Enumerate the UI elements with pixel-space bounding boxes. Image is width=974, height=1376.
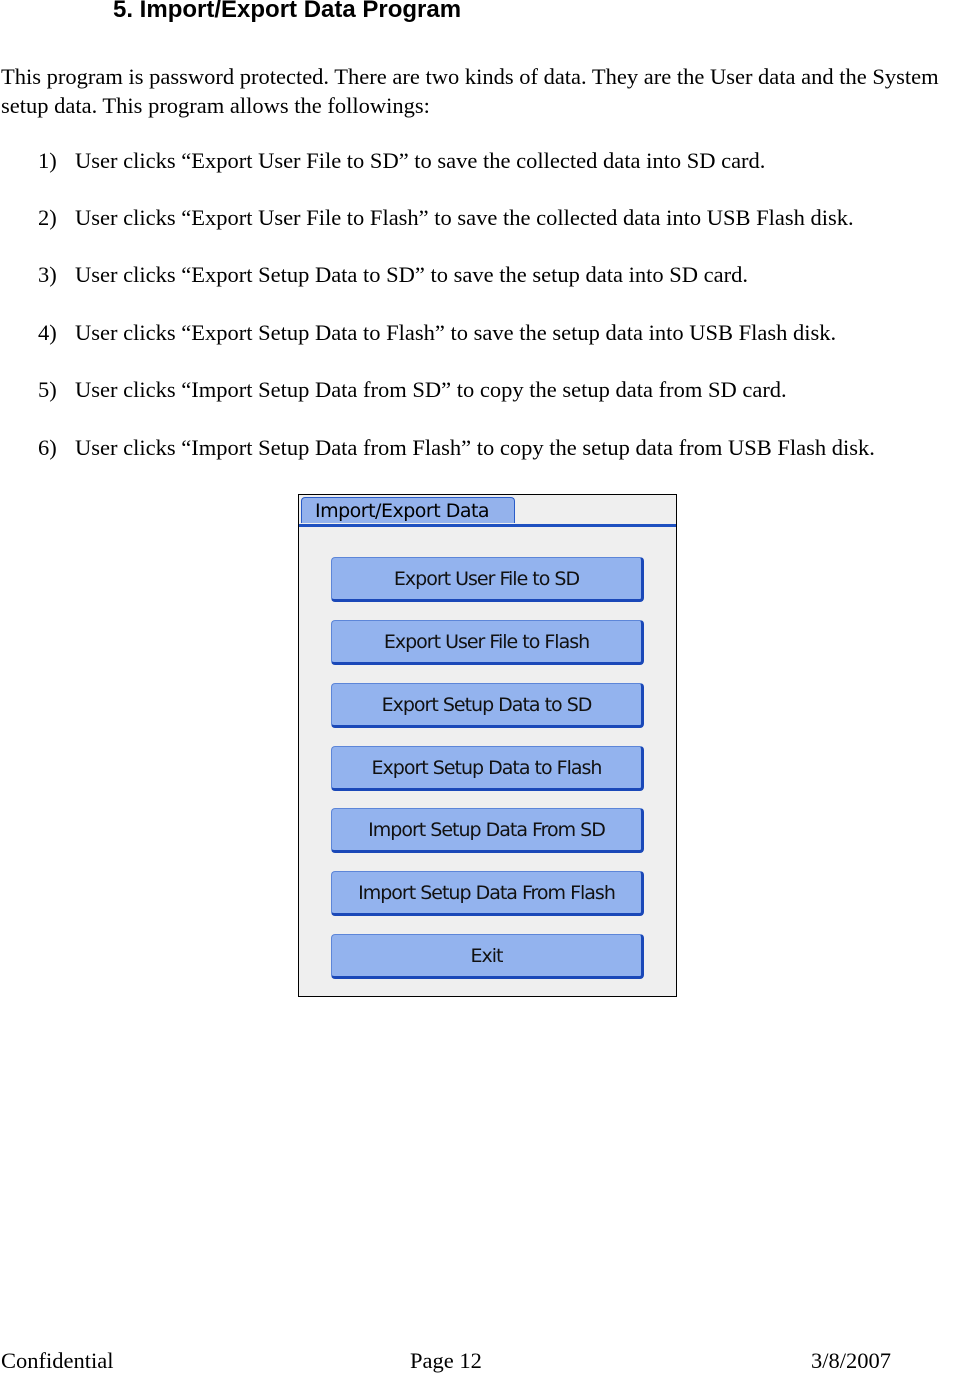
list-item xyxy=(38,377,787,403)
footer-confidential: Confidential xyxy=(1,1348,114,1373)
item-number: 1) xyxy=(38,148,57,173)
list-item xyxy=(38,148,765,174)
tab-import-export-data[interactable]: Import/Export Data xyxy=(301,497,515,523)
exit-button[interactable]: Exit xyxy=(331,934,644,979)
item-text: User clicks “Export Setup Data to Flash” to save the setup data into USB Flash disk. xyxy=(75,320,837,345)
tab-divider xyxy=(299,524,676,527)
import-export-panel xyxy=(298,494,677,997)
list-item xyxy=(38,320,836,346)
export-setup-data-flash-button[interactable]: Export Setup Data to Flash xyxy=(331,746,644,791)
item-text: User clicks “Export User File to Flash” to save the collected data into USB Flash disk. xyxy=(75,205,854,230)
item-number: 2) xyxy=(38,205,57,230)
item-text: User clicks “Import Setup Data from SD” to copy the setup data from SD card. xyxy=(75,377,787,402)
export-user-file-sd-button[interactable]: Export User File to SD xyxy=(331,557,644,602)
item-number: 6) xyxy=(38,435,57,460)
footer-page-number: Page 12 xyxy=(410,1348,482,1373)
export-user-file-flash-button[interactable]: Export User File to Flash xyxy=(331,620,644,665)
item-number: 3) xyxy=(38,262,57,287)
footer-date: 3/8/2007 xyxy=(811,1348,892,1373)
import-setup-data-sd-button[interactable]: Import Setup Data From SD xyxy=(331,808,644,853)
list-item xyxy=(38,205,854,231)
intro-paragraph: This program is password protected. There are two kinds of data. They are the User data and the System setup data. This program allows the followings: xyxy=(1,64,939,118)
export-setup-data-sd-button[interactable]: Export Setup Data to SD xyxy=(331,683,644,728)
item-text: User clicks “Export User File to SD” to save the collected data into SD card. xyxy=(75,148,766,173)
list-item xyxy=(38,262,748,288)
item-text: User clicks “Export Setup Data to SD” to save the setup data into SD card. xyxy=(75,262,748,287)
item-number: 4) xyxy=(38,320,57,345)
section-heading: 5. Import/Export Data Program xyxy=(113,0,462,23)
item-number: 5) xyxy=(38,377,57,402)
item-text: User clicks “Import Setup Data from Flash” to copy the setup data from USB Flash disk. xyxy=(75,435,875,460)
import-setup-data-flash-button[interactable]: Import Setup Data From Flash xyxy=(331,871,644,916)
list-item xyxy=(38,435,875,461)
